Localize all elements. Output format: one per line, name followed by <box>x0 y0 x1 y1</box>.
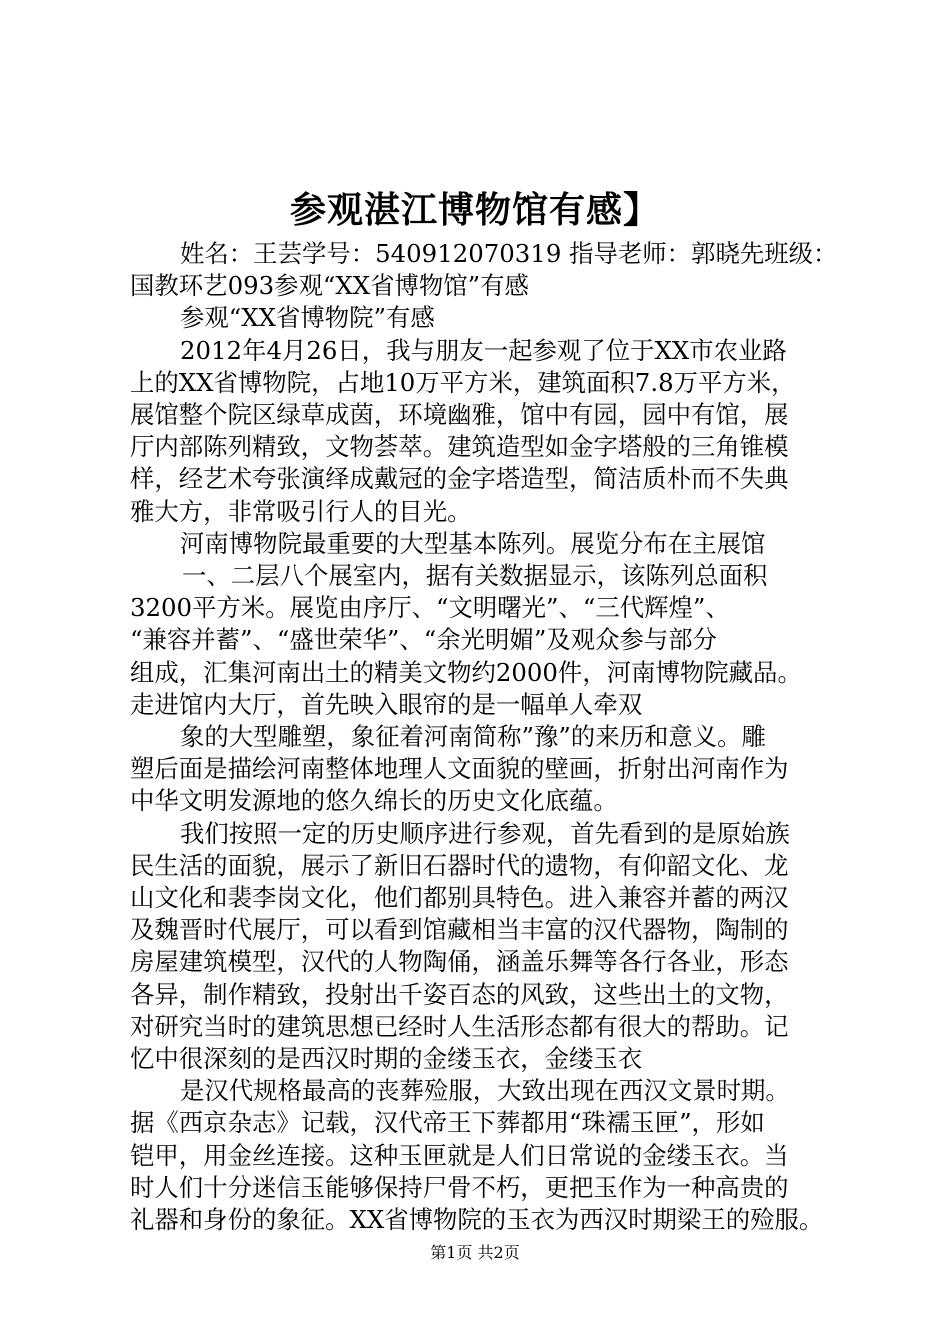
text-line: 一、二层八个展室内，据有关数据显示，该陈列总面积 <box>182 561 768 591</box>
text-line: 河南博物院最重要的大型基本陈列。展览分布在主展馆 <box>180 528 766 558</box>
text-line: 国教环艺093参观“XX省博物馆”有感 <box>130 271 529 301</box>
text-line: 象的大型雕塑，象征着河南简称”豫”的来历和意义。雕 <box>180 722 766 752</box>
text-line: 展馆整个院区绿草成茵，环境幽雅，馆中有园，园中有馆，展 <box>130 400 789 430</box>
text-line: 塑后面是描绘河南整体地理人文面貌的壁画，折射出河南作为 <box>130 754 789 784</box>
text-line: 走进馆内大厅，首先映入眼帘的是一幅单人牵双 <box>130 689 643 719</box>
text-line: 我们按照一定的历史顺序进行参观，首先看到的是原始族 <box>180 818 790 848</box>
text-line: 各异，制作精致，投射出千姿百态的风致，这些出土的文物， <box>130 979 789 1009</box>
text-line: 据《西京杂志》记载，汉代帝王下葬都用“珠襦玉匣”，形如 <box>130 1108 765 1138</box>
text-line: 对研究当时的建筑思想已经时人生活形态都有很大的帮助。记 <box>130 1011 789 1041</box>
text-line: 参观“XX省博物院”有感 <box>180 303 435 333</box>
text-line: 礼器和身份的象征。XX省博物院的玉衣为西汉时期梁王的殓服。 <box>130 1205 824 1235</box>
text-line: 姓名：王芸学号：540912070319 指导老师：郭晓先班级： <box>180 239 838 268</box>
text-line: 房屋建筑模型，汉代的人物陶俑，涵盖乐舞等各行各业，形态 <box>130 947 789 977</box>
text-line: 中华文明发源地的悠久绵长的历史文化底蕴。 <box>130 786 618 816</box>
text-line: 2012年4月26日，我与朋友一起参观了位于XX市农业路 <box>180 335 787 365</box>
page-footer: 第1页 共2页 <box>430 1243 520 1262</box>
text-line: 民生活的面貌，展示了新旧石器时代的遗物，有仰韶文化、龙 <box>130 850 789 880</box>
text-line: 样，经艺术夸张演绎成戴冠的金字塔造型，简洁质朴而不失典 <box>130 464 789 494</box>
text-line: 时人们十分迷信玉能够保持尸骨不朽，更把玉作为一种高贵的 <box>130 1172 789 1202</box>
document-title: 参观湛江博物馆有感】 <box>289 189 660 231</box>
text-line: 厅内部陈列精致，文物荟萃。建筑造型如金字塔般的三角锥模 <box>130 432 789 462</box>
text-line: 忆中很深刻的是西汉时期的金缕玉衣，金缕玉衣 <box>130 1044 643 1074</box>
text-line: 及魏晋时代展厅，可以看到馆藏相当丰富的汉代器物，陶制的 <box>130 915 789 945</box>
text-line: 是汉代规格最高的丧葬殓服，大致出现在西汉文景时期。 <box>180 1076 790 1106</box>
text-line: 铠甲，用金丝连接。这种玉匣就是人们日常说的金缕玉衣。当 <box>130 1140 789 1170</box>
text-line: “兼容并蓄”、“盛世荣华”、“余光明媚”及观众参与部分 <box>130 625 718 655</box>
text-line: 山文化和裴李岗文化，他们都别具特色。进入兼容并蓄的两汉 <box>130 883 789 913</box>
document-body <box>130 238 838 1236</box>
text-line: 3200平方米。展览由序厅、“文明曙光”、“三代辉煌”、 <box>130 593 730 623</box>
text-line: 组成，汇集河南出土的精美文物约2000件，河南博物院藏品。 <box>130 657 802 687</box>
text-line: 雅大方，非常吸引行人的目光。 <box>130 496 472 526</box>
text-line: 上的XX省博物院，占地10万平方米，建筑面积7.8万平方米， <box>130 367 796 397</box>
